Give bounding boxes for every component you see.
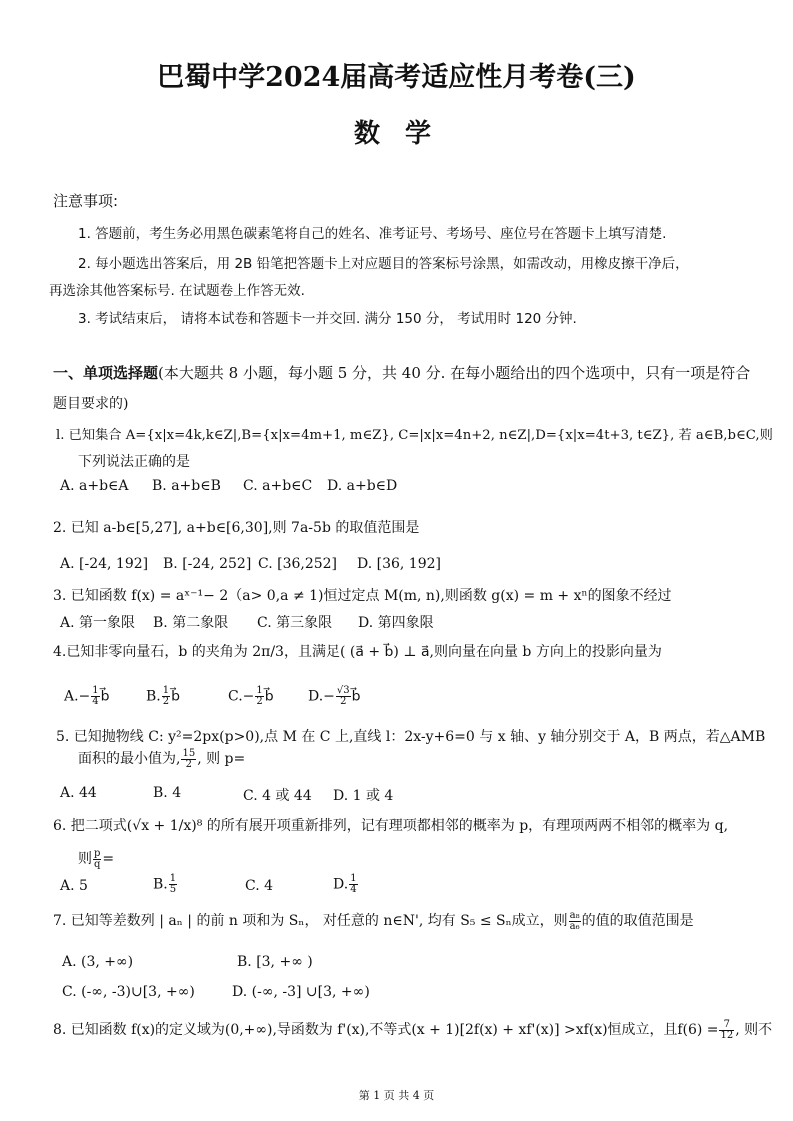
q7-ratio-fraction: [569, 911, 581, 932]
q6-stem-line-1: 6. 把二项式(√x + 1/x)⁸ 的所有展开项重新排列，记有理项都相邻的概率为 p，有理项两两不相邻的概率为 q,: [53, 818, 729, 834]
q7-stem-pre: 7. 已知等差数列 | aₙ | 的前 n 项和为 Sₙ， 对任意的 n∈N', 均有 S₅ ≤ Sₙ成立，则: [53, 913, 568, 929]
q6-option-d-num: 1: [350, 873, 357, 884]
q5-option-c: C. 4 或 44: [243, 788, 312, 804]
q8-frac-den: 12: [720, 1029, 734, 1041]
section-1-desc-line-2: 题目要求的): [53, 396, 129, 412]
q6-frac-den: q: [94, 858, 101, 870]
q2-option-d: D. [36, 192]: [357, 556, 441, 572]
q8-stem-pre: 8. 已知函数 f(x)的定义域为(0,+∞),导函数为 f'(x),不等式(x + 1)[2f(x) + xf'(x)] >xf(x)恒成立，且f(6) =: [53, 1022, 719, 1038]
q6-stem-line-2: [78, 848, 114, 870]
q6-option-b-num: 1: [169, 873, 177, 884]
q3-option-c: C. 第三象限: [257, 615, 333, 631]
exam-title: 巴蜀中学2024届高考适应性月考卷(三): [157, 62, 636, 93]
section-1-label: 一、单项选择题: [53, 364, 159, 382]
q4-option-c-vector: b⃗: [264, 688, 274, 705]
q6-option-b: [153, 874, 178, 895]
q7-option-c: C. (-∞, -3)∪[3, +∞): [62, 984, 195, 1000]
q4-option-d-num: √3: [336, 685, 350, 696]
q6-p-over-q: [93, 849, 101, 870]
q1-option-b: B. a+b∈B: [152, 478, 221, 494]
q7-option-b: B. [3, +∞ ): [237, 954, 313, 970]
q4-option-a-den: 4: [92, 696, 99, 707]
notice-item-3: 3. 考试结束后， 请将本试卷和答题卡一并交回. 满分 150 分， 考试用时 120 分钟.: [78, 311, 577, 327]
section-1-desc: (本大题共 8 小题，每小题 5 分，共 40 分. 在每小题给出的四个选项中，只有一项是符合: [158, 364, 751, 382]
q6-line-2-pre: 则: [78, 851, 92, 867]
q4-option-a-vector: b⃗: [100, 688, 110, 705]
notice-heading: 注意事项:: [53, 192, 119, 210]
q4-stem: 4.已知非零向量石，b 的夹角为 2π/3，且满足( (a⃗ + b⃗) ⊥ a⃗,则向量在向量 b 方向上的投影向量为: [53, 644, 662, 660]
q6-option-b-fraction: [169, 874, 177, 895]
q7-stem: [53, 910, 694, 932]
q4-option-b: [146, 686, 180, 707]
section-1-heading: [53, 362, 750, 383]
q7-option-d: D. (-∞, -3] ∪[3, +∞): [232, 984, 370, 1000]
q4-option-c: [228, 686, 274, 707]
q4-option-a-label: A.−: [64, 688, 91, 705]
q2-stem: 2. 已知 a-b∈[5,27], a+b∈[6,30],则 7a-5b 的取值范围是: [53, 520, 420, 536]
q5-option-a: A. 44: [60, 785, 97, 801]
q4-option-c-fraction: [255, 686, 263, 707]
q4-option-d-fraction: [336, 686, 351, 707]
q6-option-a: A. 5: [60, 878, 88, 894]
q1-option-c: C. a+b∈C: [243, 478, 313, 494]
q2-option-a: A. [-24, 192]: [60, 556, 149, 572]
q3-stem: 3. 已知函数 f(x) = aˣ⁻¹− 2（a> 0,a ≠ 1)恒过定点 M(m, n),则函数 g(x) = m + xⁿ的图象不经过: [53, 588, 672, 604]
q8-f6-fraction: [719, 1020, 734, 1041]
q2-option-b: B. [-24, 252]: [163, 556, 252, 572]
q6-option-d: [333, 874, 359, 895]
q5-frac-num: 15: [182, 747, 196, 759]
notice-item-2-line-2: 再选涂其他答案标号. 在试题卷上作答无效.: [49, 283, 305, 299]
q3-option-d: D. 第四象限: [358, 615, 434, 631]
q4-option-b-num: 1: [162, 685, 170, 696]
q4-option-b-vector: b⃗: [171, 688, 181, 705]
q5-stem-line-1: 5. 已知抛物线 C: y²=2px(p>0),点 M 在 C 上,直线 l：2x-y+6=0 与 x 轴、y 轴分别交于 A，B 两点，若△AMB: [56, 729, 766, 745]
q1-option-a: A. a+b∈A: [60, 478, 129, 494]
q5-min-area-fraction: [181, 749, 196, 770]
q1-option-d: D. a+b∈D: [327, 478, 398, 494]
q3-option-a: A. 第一象限: [60, 615, 136, 631]
q4-option-d-label: D.−: [308, 688, 335, 705]
q4-option-d: [308, 686, 361, 707]
q7-frac-num: a₈: [569, 909, 580, 921]
q5-frac-den: 2: [185, 758, 192, 770]
q4-option-a: [64, 686, 110, 707]
q5-option-d: D. 1 或 4: [333, 788, 394, 804]
q2-option-c: C. [36,252]: [258, 556, 338, 572]
q6-option-b-label: B.: [153, 876, 168, 893]
q4-option-b-label: B.: [146, 688, 161, 705]
q4-option-c-num: 1: [256, 685, 263, 696]
q7-stem-post: 的值的取值范围是: [581, 913, 694, 929]
q1-stem-line-2: 下列说法正确的是: [78, 454, 190, 470]
notice-item-2-line-1: 2. 每小题选出答案后，用 2B 铅笔把答题卡上对应题目的答案标号涂黑，如需改动，用橡皮擦干净后，: [78, 256, 689, 272]
q4-option-b-den: 2: [162, 696, 170, 707]
q6-frac-num: p: [94, 847, 101, 859]
q4-option-c-den: 2: [256, 696, 263, 707]
q4-option-d-vector: b⃗: [351, 688, 361, 705]
subject-title: 数 学: [353, 119, 440, 149]
q4-option-d-den: 2: [340, 696, 347, 707]
q4-option-b-fraction: [162, 686, 170, 707]
notice-item-1: 1. 答题前，考生务必用黑色碳素笔将自己的姓名、准考证号、考场号、座位号在答题卡上填写清楚.: [78, 226, 667, 242]
q6-option-d-label: D.: [333, 876, 349, 893]
q5-line-2-pre: 面积的最小值为,: [78, 751, 181, 767]
q6-option-d-fraction: [349, 874, 357, 895]
q7-option-a: A. (3, +∞): [62, 954, 134, 970]
q5-line-2-post: , 则 p=: [197, 751, 246, 767]
q5-option-b: B. 4: [153, 785, 182, 801]
q8-frac-num: 7: [719, 1020, 734, 1031]
q7-frac-den: a₆: [569, 920, 580, 932]
q6-option-b-den: 5: [169, 884, 177, 895]
q1-stem-line-1: l. 已知集合 A={x|x=4k,k∈Z|,B={x|x=4m+1, m∈Z}, C=|x|x=4n+2, n∈Z|,D={x|x=4t+3, t∈Z}, 若 a∈B,b∈C,则: [56, 428, 773, 443]
q6-line-2-post: =: [102, 851, 115, 867]
q3-option-b: B. 第二象限: [153, 615, 229, 631]
q4-option-a-fraction: [91, 686, 99, 707]
q6-option-c: C. 4: [245, 878, 274, 894]
q5-stem-line-2: [78, 748, 245, 770]
q4-option-c-label: C.−: [228, 688, 255, 705]
page-footer: 第 1 页 共 4 页: [358, 1089, 435, 1102]
q4-option-a-num: 1: [92, 685, 99, 696]
q6-option-d-den: 4: [350, 884, 357, 895]
q8-stem-post: , 则不: [735, 1022, 773, 1038]
q8-stem: [53, 1018, 772, 1041]
